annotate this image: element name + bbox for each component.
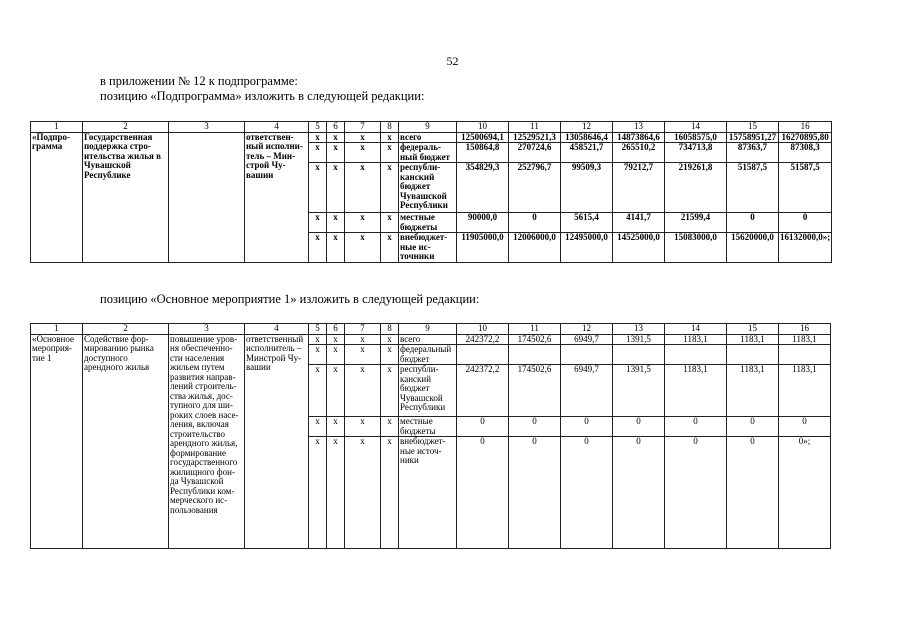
header-cell: 2 <box>83 324 169 335</box>
value-cell: 0 <box>613 437 665 549</box>
value-cell: 734713,8 <box>665 143 727 163</box>
value-cell: 0 <box>727 213 779 233</box>
header-cell: 11 <box>509 324 561 335</box>
code-cell: x <box>309 143 327 163</box>
header-cell: 7 <box>345 324 381 335</box>
code-cell: x <box>381 143 399 163</box>
value-cell: 0 <box>561 417 613 437</box>
code-cell: x <box>309 163 327 213</box>
value-cell: 174502,6 <box>509 365 561 417</box>
header-cell: 8 <box>381 122 399 133</box>
cell-c3 <box>169 132 245 263</box>
code-cell: x <box>381 345 399 365</box>
subprogram-table <box>30 121 832 263</box>
code-cell: x <box>345 233 381 263</box>
code-cell: x <box>309 132 327 143</box>
section2-intro: позицию «Основное мероприятие 1» изложить в следующей редакции: <box>100 292 480 306</box>
value-cell: 1391,5 <box>613 334 665 345</box>
value-cell: 0 <box>509 437 561 549</box>
header-cell: 1 <box>31 122 83 133</box>
value-cell: 11905000,0 <box>457 233 509 263</box>
header-cell: 4 <box>245 324 309 335</box>
value-cell: 12006000,0 <box>509 233 561 263</box>
code-cell: x <box>309 213 327 233</box>
value-cell: 14525000,0 <box>613 233 665 263</box>
code-cell: x <box>345 132 381 143</box>
header-cell: 3 <box>169 324 245 335</box>
code-cell: x <box>327 417 345 437</box>
code-cell: x <box>381 213 399 233</box>
value-cell: 242372,2 <box>457 334 509 345</box>
code-cell: x <box>309 365 327 417</box>
cell-c4: ответственный исполнитель – Минстрой Чу-вашии <box>245 334 309 549</box>
code-cell: x <box>345 334 381 345</box>
value-cell <box>727 345 779 365</box>
value-cell: 51587,5 <box>779 163 832 213</box>
value-cell: 174502,6 <box>509 334 561 345</box>
header-cell: 16 <box>779 122 832 133</box>
value-cell: 21599,4 <box>665 213 727 233</box>
value-cell <box>509 345 561 365</box>
header-cell: 7 <box>345 122 381 133</box>
value-cell: 150864,8 <box>457 143 509 163</box>
source-cell: республи-канский бюджет Чувашской Республики <box>399 365 457 417</box>
value-cell: 1183,1 <box>727 365 779 417</box>
value-cell: 12495000,0 <box>561 233 613 263</box>
code-cell: x <box>381 233 399 263</box>
value-cell: 0 <box>779 417 831 437</box>
source-cell: федеральный бюджет <box>399 345 457 365</box>
source-cell: республи-канский бюджет Чувашской Республики <box>399 163 457 213</box>
value-cell <box>457 345 509 365</box>
value-cell: 0 <box>561 437 613 549</box>
value-cell: 242372,2 <box>457 365 509 417</box>
header-cell: 9 <box>399 324 457 335</box>
code-cell: x <box>327 233 345 263</box>
code-cell: x <box>345 437 381 549</box>
cell-c2: Содействие фор-мированию рынка доступного арендного жилья <box>83 334 169 549</box>
value-cell: 16132000,0»; <box>779 233 832 263</box>
value-cell: 15620000,0 <box>727 233 779 263</box>
code-cell: x <box>327 345 345 365</box>
value-cell <box>665 345 727 365</box>
intro-line-2: позицию «Подпрограмма» изложить в следующей редакции: <box>100 89 425 103</box>
value-cell: 0 <box>457 437 509 549</box>
value-cell: 0 <box>727 417 779 437</box>
value-cell: 15083000,0 <box>665 233 727 263</box>
code-cell: x <box>327 334 345 345</box>
value-cell: 0»; <box>779 437 831 549</box>
value-cell: 219261,8 <box>665 163 727 213</box>
value-cell: 12500694,1 <box>457 132 509 143</box>
value-cell: 252796,7 <box>509 163 561 213</box>
code-cell: x <box>381 417 399 437</box>
value-cell: 99509,3 <box>561 163 613 213</box>
header-cell: 5 <box>309 122 327 133</box>
value-cell: 16270895,80 <box>779 132 832 143</box>
value-cell: 1183,1 <box>665 334 727 345</box>
value-cell <box>561 345 613 365</box>
header-cell: 16 <box>779 324 831 335</box>
cell-c1: «Подпро-грамма <box>31 132 83 263</box>
value-cell: 0 <box>509 213 561 233</box>
value-cell: 16058575,0 <box>665 132 727 143</box>
code-cell: x <box>345 345 381 365</box>
value-cell: 15758951,27 <box>727 132 779 143</box>
value-cell: 51587,5 <box>727 163 779 213</box>
intro-line-1: в приложении № 12 к подпрограмме: <box>100 74 298 88</box>
value-cell <box>613 345 665 365</box>
header-cell: 11 <box>509 122 561 133</box>
cell-c1: «Основное мероприя-тие 1 <box>31 334 83 549</box>
value-cell <box>779 345 831 365</box>
header-cell: 9 <box>399 122 457 133</box>
header-cell: 10 <box>457 324 509 335</box>
intro-text <box>100 74 424 104</box>
header-row <box>31 324 831 335</box>
code-cell: x <box>345 417 381 437</box>
cell-c3: повышение уров-ня обеспеченно-сти населения жильем путем развития направ-лений строитель-ства жилья, дос-тупного для ши-роких слоев насе-ления, включая строительство арендного жилья, формирование государственного жилищного фон-да Чувашской Республики ком-мерческого ис-пользования <box>169 334 245 549</box>
value-cell: 87308,3 <box>779 143 832 163</box>
header-cell: 14 <box>665 122 727 133</box>
value-cell: 270724,6 <box>509 143 561 163</box>
value-cell: 354829,3 <box>457 163 509 213</box>
code-cell: x <box>327 132 345 143</box>
header-cell: 3 <box>169 122 245 133</box>
table-row <box>31 132 832 143</box>
value-cell: 265510,2 <box>613 143 665 163</box>
value-cell: 13058646,4 <box>561 132 613 143</box>
code-cell: x <box>345 163 381 213</box>
value-cell: 0 <box>509 417 561 437</box>
header-cell: 2 <box>83 122 169 133</box>
page-number: 52 <box>446 54 459 68</box>
value-cell: 6949,7 <box>561 365 613 417</box>
value-cell: 6949,7 <box>561 334 613 345</box>
value-cell: 87363,7 <box>727 143 779 163</box>
header-cell: 6 <box>327 324 345 335</box>
value-cell: 1183,1 <box>665 365 727 417</box>
header-cell: 8 <box>381 324 399 335</box>
header-cell: 10 <box>457 122 509 133</box>
value-cell: 1183,1 <box>727 334 779 345</box>
value-cell: 14873864,6 <box>613 132 665 143</box>
code-cell: x <box>309 417 327 437</box>
code-cell: x <box>381 163 399 213</box>
code-cell: x <box>381 365 399 417</box>
source-cell: федераль-ный бюджет <box>399 143 457 163</box>
code-cell: x <box>345 365 381 417</box>
code-cell: x <box>327 213 345 233</box>
source-cell: всего <box>399 132 457 143</box>
value-cell: 0 <box>613 417 665 437</box>
code-cell: x <box>381 437 399 549</box>
code-cell: x <box>327 163 345 213</box>
value-cell: 458521,7 <box>561 143 613 163</box>
code-cell: x <box>381 334 399 345</box>
header-cell: 15 <box>727 324 779 335</box>
source-cell: всего <box>399 334 457 345</box>
code-cell: x <box>309 345 327 365</box>
value-cell: 0 <box>779 213 832 233</box>
code-cell: x <box>327 437 345 549</box>
value-cell: 1183,1 <box>779 334 831 345</box>
cell-c4: ответствен-ный исполни-тель – Мин-строй Чу-вашии <box>245 132 309 263</box>
value-cell: 1391,5 <box>613 365 665 417</box>
header-cell: 4 <box>245 122 309 133</box>
value-cell: 0 <box>665 437 727 549</box>
code-cell: x <box>309 334 327 345</box>
table-row <box>31 334 831 345</box>
code-cell: x <box>345 213 381 233</box>
code-cell: x <box>327 143 345 163</box>
value-cell: 90000,0 <box>457 213 509 233</box>
value-cell: 0 <box>727 437 779 549</box>
code-cell: x <box>345 143 381 163</box>
value-cell: 79212,7 <box>613 163 665 213</box>
value-cell: 4141,7 <box>613 213 665 233</box>
header-cell: 13 <box>613 122 665 133</box>
header-cell: 14 <box>665 324 727 335</box>
header-cell: 12 <box>561 122 613 133</box>
header-row <box>31 122 832 133</box>
header-cell: 1 <box>31 324 83 335</box>
code-cell: x <box>381 132 399 143</box>
value-cell: 1183,1 <box>779 365 831 417</box>
code-cell: x <box>309 233 327 263</box>
header-cell: 15 <box>727 122 779 133</box>
value-cell: 0 <box>665 417 727 437</box>
header-cell: 6 <box>327 122 345 133</box>
header-cell: 12 <box>561 324 613 335</box>
source-cell: внебюджет-ные источ-ники <box>399 437 457 549</box>
value-cell: 5615,4 <box>561 213 613 233</box>
source-cell: местные бюджеты <box>399 417 457 437</box>
header-cell: 13 <box>613 324 665 335</box>
main-measure-table <box>30 323 831 549</box>
source-cell: внебюджет-ные ис-точники <box>399 233 457 263</box>
value-cell: 0 <box>457 417 509 437</box>
source-cell: местные бюджеты <box>399 213 457 233</box>
code-cell: x <box>309 437 327 549</box>
header-cell: 5 <box>309 324 327 335</box>
cell-c2: Государственная поддержка стро-ительства жилья в Чувашской Республике <box>83 132 169 263</box>
code-cell: x <box>327 365 345 417</box>
value-cell: 12529521,3 <box>509 132 561 143</box>
